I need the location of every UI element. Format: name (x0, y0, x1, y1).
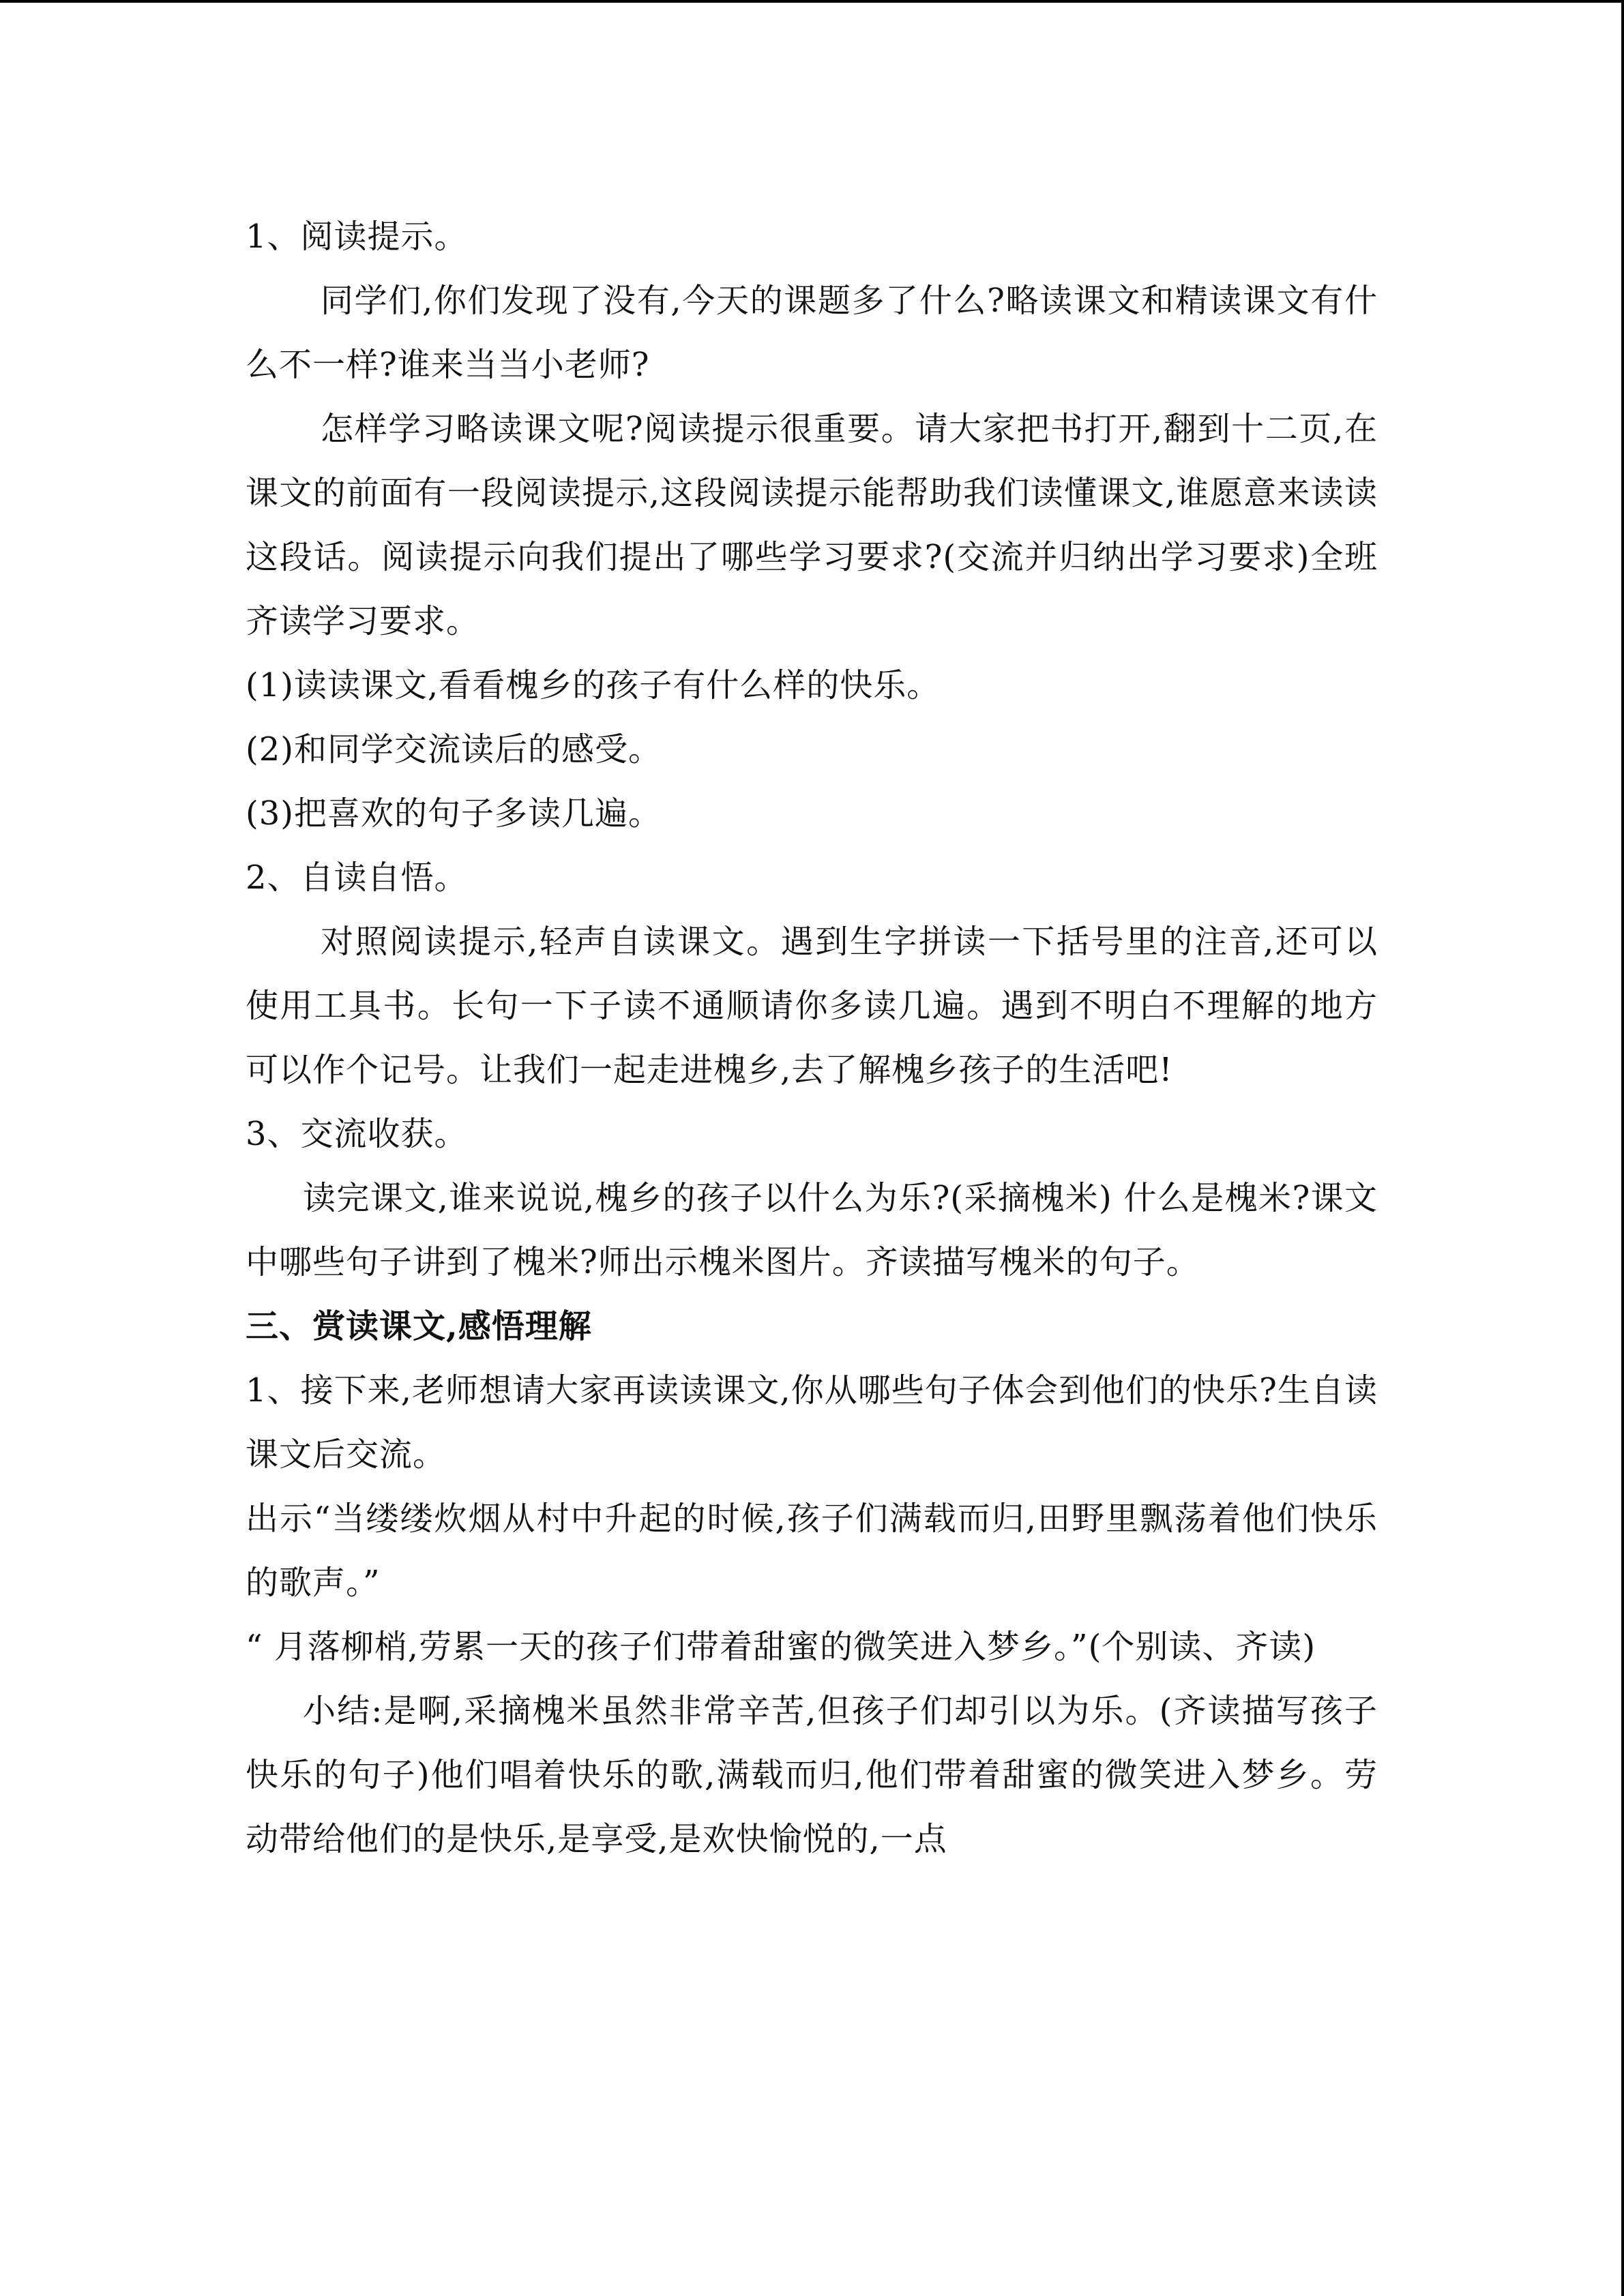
summary-paragraph: 小结:是啊,采摘槐米虽然非常辛苦,但孩子们却引以为乐。(齐读描写孩子快乐的句子)他们唱着快乐的歌,满载而归,他们带着甜蜜的微笑进入梦乡。劳动带给他们的是快乐,是享受,是欢快愉悦的,一点 (246, 1692, 1378, 1858)
paragraph: 怎样学习略读课文呢?阅读提示很重要。请大家把书打开,翻到十二页,在课文的前面有一段阅读提示,这段阅读提示能帮助我们读懂课文,谁愿意来读读这段话。阅读提示向我们提出了哪些学习要求?(交流并归纳出学习要求)全班齐读学习要求。 (246, 410, 1378, 640)
quote-paragraph: 出示“当缕缕炊烟从村中升起的时候,孩子们满载而归,田野里飘荡着他们快乐的歌声。” (246, 1500, 1378, 1602)
paragraph: 读完课文,谁来说说,槐乡的孩子以什么为乐?(采摘槐米) 什么是槐米?课文中哪些句子讲到了槐米?师出示槐米图片。齐读描写槐米的句子。 (246, 1179, 1378, 1281)
requirement-item: (1)读读课文,看看槐乡的孩子有什么样的快乐。 (246, 666, 941, 704)
section-title-self-reading: 2、自读自悟。 (246, 859, 468, 897)
quote-paragraph: “ 月落柳梢,劳累一天的孩子们带着甜蜜的微笑进入梦乡。”(个别读、齐读) (246, 1628, 1316, 1666)
page-right-border (1621, 0, 1624, 2296)
paragraph: 对照阅读提示,轻声自读课文。遇到生字拼读一下括号里的注音,还可以使用工具书。长句一下子读不通顺请你多读几遍。遇到不明白不理解的地方可以作个记号。让我们一起走进槐乡,去了解槐乡孩子的生活吧! (246, 923, 1378, 1089)
part-heading: 三、赏读课文,感悟理解 (246, 1307, 592, 1345)
section-title-reading-tips: 1、阅读提示。 (246, 218, 468, 256)
paragraph: 同学们,你们发现了没有,今天的课题多了什么?略读课文和精读课文有什么不一样?谁来当当小老师? (246, 282, 1378, 384)
requirement-item: (2)和同学交流读后的感受。 (246, 730, 662, 769)
document-body (246, 205, 1378, 1871)
requirement-item: (3)把喜欢的句子多读几遍。 (246, 794, 662, 833)
paragraph: 1、接下来,老师想请大家再读读课文,你从哪些句子体会到他们的快乐?生自读课文后交流。 (246, 1371, 1378, 1474)
page-top-border (0, 0, 1624, 3)
section-title-exchange: 3、交流收获。 (246, 1115, 468, 1153)
